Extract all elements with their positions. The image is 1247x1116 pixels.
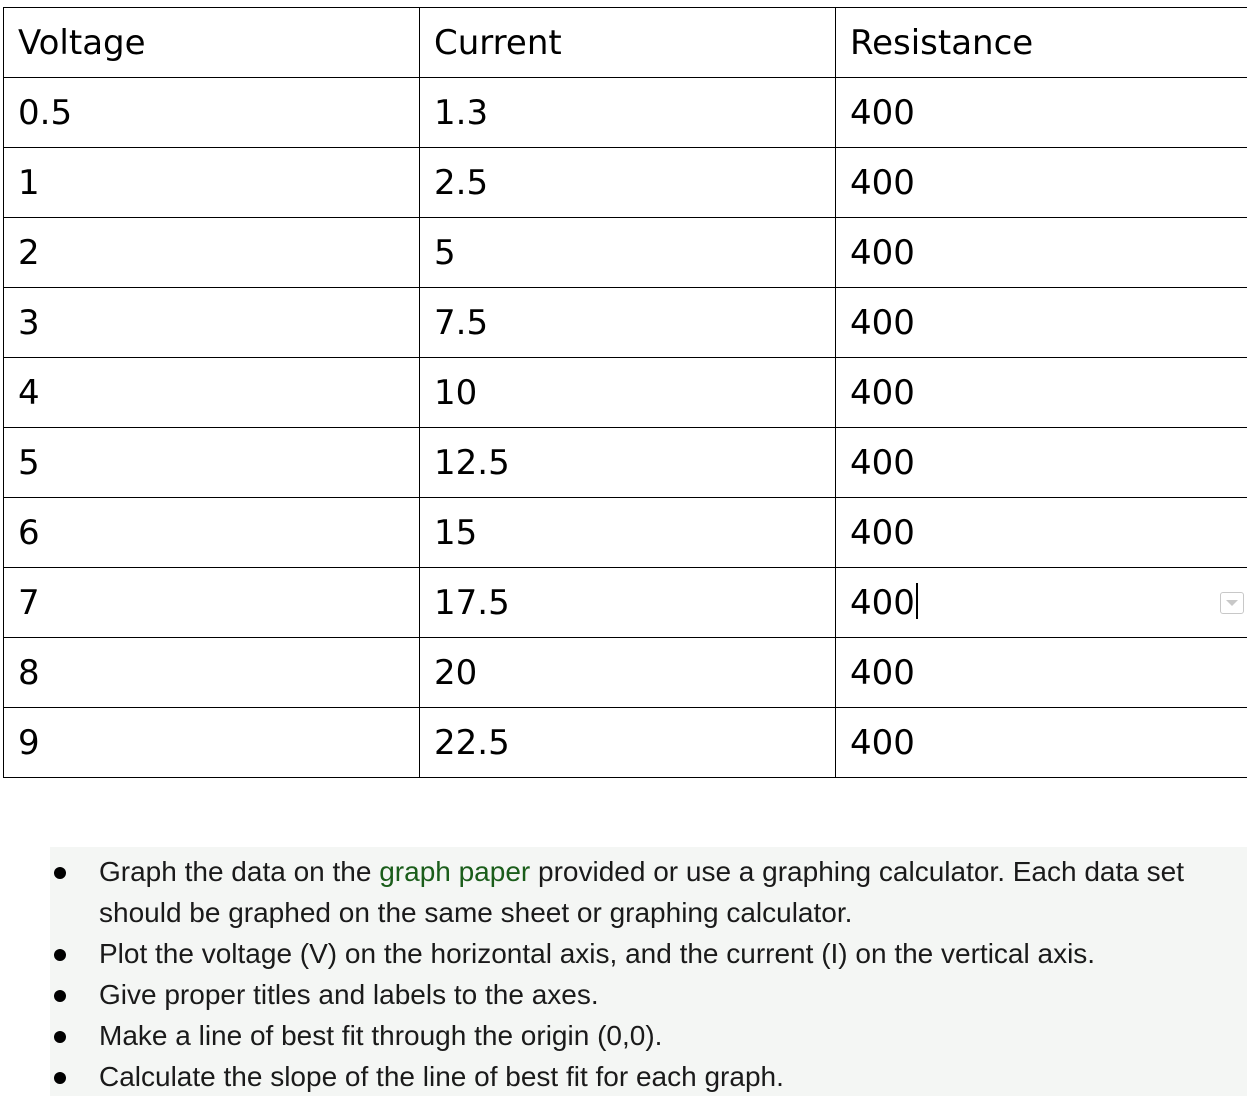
- cell-voltage[interactable]: 3: [4, 288, 420, 358]
- table-row: [4, 568, 1247, 638]
- table-row: [4, 148, 1247, 218]
- header-current[interactable]: Current: [420, 8, 836, 78]
- cell-resistance[interactable]: 400: [836, 638, 1247, 708]
- bullet-icon: [54, 990, 66, 1002]
- header-voltage[interactable]: Voltage: [4, 8, 420, 78]
- table-header-row: [4, 8, 1247, 78]
- cell-current[interactable]: 7.5: [420, 288, 836, 358]
- cell-resistance-active[interactable]: [836, 568, 1247, 638]
- table-row: [4, 78, 1247, 148]
- cell-resistance[interactable]: 400: [836, 708, 1247, 778]
- cell-voltage[interactable]: 4: [4, 358, 420, 428]
- table-row: [4, 428, 1247, 498]
- table-row: [4, 638, 1247, 708]
- list-item: [50, 1015, 1247, 1056]
- instruction-text: Make a line of best fit through the origin (0,0).: [99, 1020, 663, 1051]
- cell-current[interactable]: 22.5: [420, 708, 836, 778]
- cell-voltage[interactable]: 8: [4, 638, 420, 708]
- cell-voltage[interactable]: 2: [4, 218, 420, 288]
- header-resistance[interactable]: Resistance: [836, 8, 1247, 78]
- text-cursor: [916, 583, 918, 619]
- table-row: [4, 218, 1247, 288]
- bullet-icon: [54, 1031, 66, 1043]
- cell-voltage[interactable]: 5: [4, 428, 420, 498]
- cell-resistance[interactable]: 400: [836, 218, 1247, 288]
- cell-voltage[interactable]: 0.5: [4, 78, 420, 148]
- instruction-text: Give proper titles and labels to the axes.: [99, 979, 599, 1010]
- graph-paper-link[interactable]: graph paper: [379, 856, 531, 887]
- bullet-icon: [54, 1072, 66, 1084]
- cell-current[interactable]: 2.5: [420, 148, 836, 218]
- list-item: [50, 933, 1247, 974]
- cell-resistance[interactable]: 400: [836, 288, 1247, 358]
- instruction-text: Graph the data on the: [99, 856, 380, 887]
- instruction-text: Plot the voltage (V) on the horizontal axis, and the current (I) on the vertical axis.: [99, 938, 1096, 969]
- cell-voltage[interactable]: 6: [4, 498, 420, 568]
- cell-voltage[interactable]: 7: [4, 568, 420, 638]
- cell-resistance[interactable]: 400: [836, 428, 1247, 498]
- bullet-icon: [54, 867, 66, 879]
- bullet-icon: [54, 949, 66, 961]
- instruction-text: provided or use a graphing calculator. Each data set should be graphed on the same sheet or graphing calculator.: [99, 856, 1184, 928]
- cell-resistance[interactable]: 400: [836, 78, 1247, 148]
- cell-current[interactable]: 20: [420, 638, 836, 708]
- cell-resistance-value: 400: [850, 582, 915, 623]
- cell-resistance[interactable]: 400: [836, 358, 1247, 428]
- table-row: [4, 498, 1247, 568]
- cell-resistance[interactable]: 400: [836, 498, 1247, 568]
- cell-voltage[interactable]: 1: [4, 148, 420, 218]
- table-row: [4, 358, 1247, 428]
- list-item: [50, 851, 1247, 933]
- cell-resistance[interactable]: 400: [836, 148, 1247, 218]
- cell-current[interactable]: 17.5: [420, 568, 836, 638]
- cell-current[interactable]: 1.3: [420, 78, 836, 148]
- cell-voltage[interactable]: 9: [4, 708, 420, 778]
- list-item: [50, 1056, 1247, 1097]
- instructions-list: [50, 847, 1247, 1097]
- table-row: [4, 708, 1247, 778]
- table-row: [4, 288, 1247, 358]
- chevron-down-icon: [1221, 593, 1243, 613]
- instructions-section: [50, 847, 1247, 1096]
- cell-current[interactable]: 12.5: [420, 428, 836, 498]
- data-table: [3, 7, 1247, 778]
- cell-current[interactable]: 15: [420, 498, 836, 568]
- cell-current[interactable]: 5: [420, 218, 836, 288]
- instruction-text: Calculate the slope of the line of best fit for each graph.: [99, 1061, 784, 1092]
- list-item: [50, 974, 1247, 1015]
- cell-dropdown-button[interactable]: [1220, 592, 1244, 614]
- cell-current[interactable]: 10: [420, 358, 836, 428]
